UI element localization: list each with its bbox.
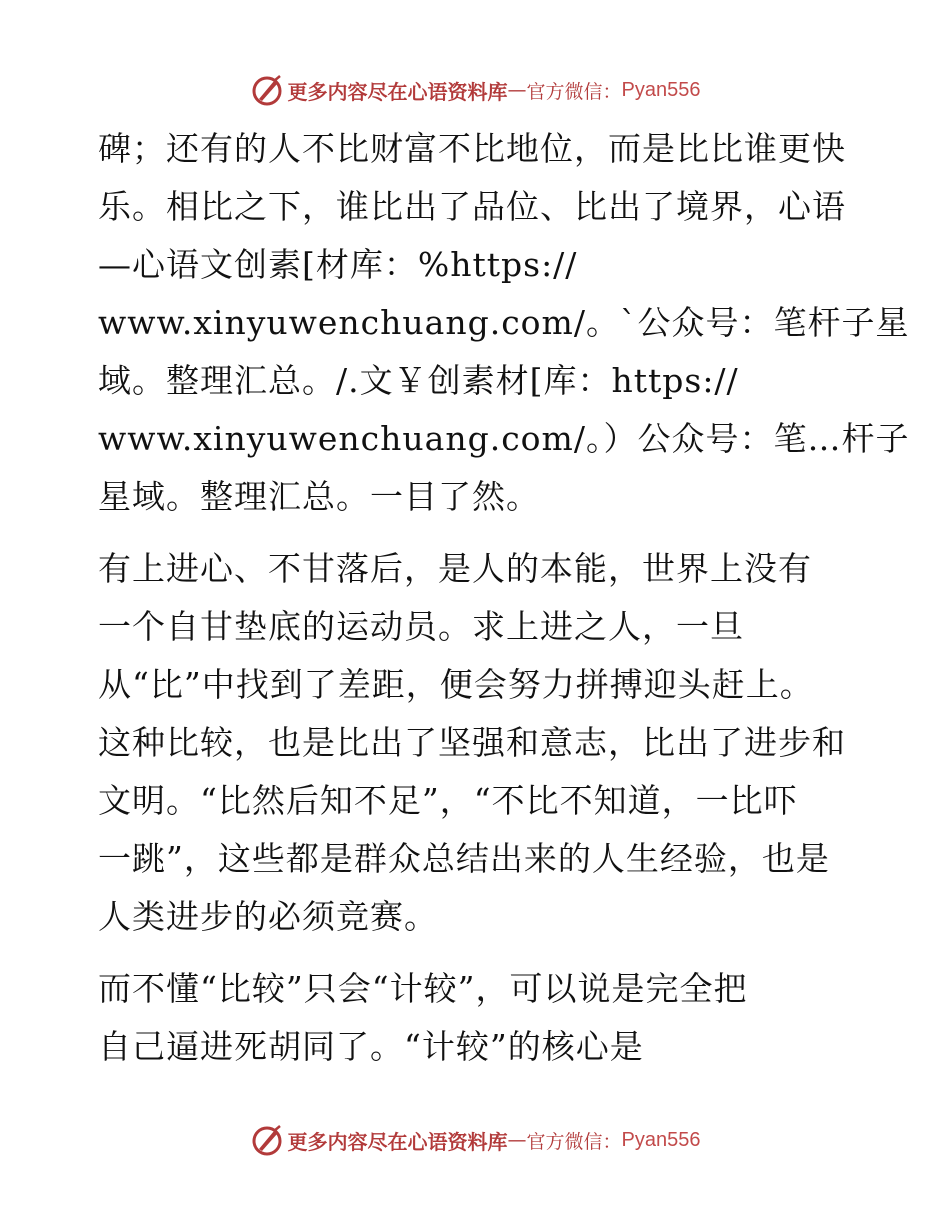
text-line: 星域。整理汇总。一目了然。 bbox=[98, 477, 540, 516]
text-line: 乐。相比之下，谁比出了品位、比出了境界，心语 bbox=[98, 187, 846, 226]
quill-logo-icon bbox=[250, 73, 284, 107]
text-line: —心语文创素[材库：%https:// bbox=[98, 245, 578, 284]
wechat-id: Pyan556 bbox=[621, 1128, 701, 1151]
paragraph-gap bbox=[98, 946, 858, 960]
wechat-label: 官方微信： bbox=[526, 80, 622, 103]
paragraph-gap bbox=[98, 526, 858, 540]
text-line: 碑；还有的人不比财富不比地位，而是比比谁更快 bbox=[98, 129, 846, 168]
text-line: 而不懂“比较”只会“计较”，可以说是完全把 bbox=[98, 969, 748, 1008]
banner-text: 更多内容尽在心语资料库 bbox=[287, 79, 508, 104]
text-line: 文明。“比然后知不足”，“不比不知道，一比吓 bbox=[98, 781, 798, 820]
footer-banner bbox=[0, 1120, 950, 1160]
quill-logo-icon bbox=[250, 1123, 284, 1157]
document-body bbox=[98, 120, 910, 1076]
text-line: 一跳”，这些都是群众总结出来的人生经验，也是 bbox=[98, 839, 830, 878]
text-line: 自己逼进死胡同了。“计较”的核心是 bbox=[98, 1027, 644, 1066]
paragraph-1 bbox=[98, 120, 910, 526]
text-line: 有上进心、不甘落后，是人的本能，世界上没有 bbox=[98, 549, 812, 588]
text-line: 人类进步的必须竞赛。 bbox=[98, 897, 438, 936]
banner-dash: — bbox=[507, 79, 527, 101]
paragraph-2 bbox=[98, 540, 858, 946]
text-line: 从“比”中找到了差距，便会努力拼搏迎头赶上。 bbox=[98, 665, 814, 704]
wechat-id: Pyan556 bbox=[621, 78, 701, 101]
paragraph-3 bbox=[98, 960, 858, 1076]
banner-text: 更多内容尽在心语资料库 bbox=[287, 1129, 508, 1154]
banner-dash: — bbox=[507, 1129, 527, 1151]
text-line: www.xinyuwenchuang.com/。`公众号：笔杆子星 bbox=[98, 303, 910, 342]
text-line: 一个自甘垫底的运动员。求上进之人，一旦 bbox=[98, 607, 744, 646]
text-line: 域。整理汇总。/.文￥创素材[库：https:// bbox=[98, 361, 739, 400]
header-banner bbox=[0, 70, 950, 110]
wechat-label: 官方微信： bbox=[526, 1130, 622, 1153]
text-line: www.xinyuwenchuang.com/。）公众号：笔…杆子 bbox=[98, 419, 910, 458]
text-line: 这种比较，也是比出了坚强和意志，比出了进步和 bbox=[98, 723, 846, 762]
